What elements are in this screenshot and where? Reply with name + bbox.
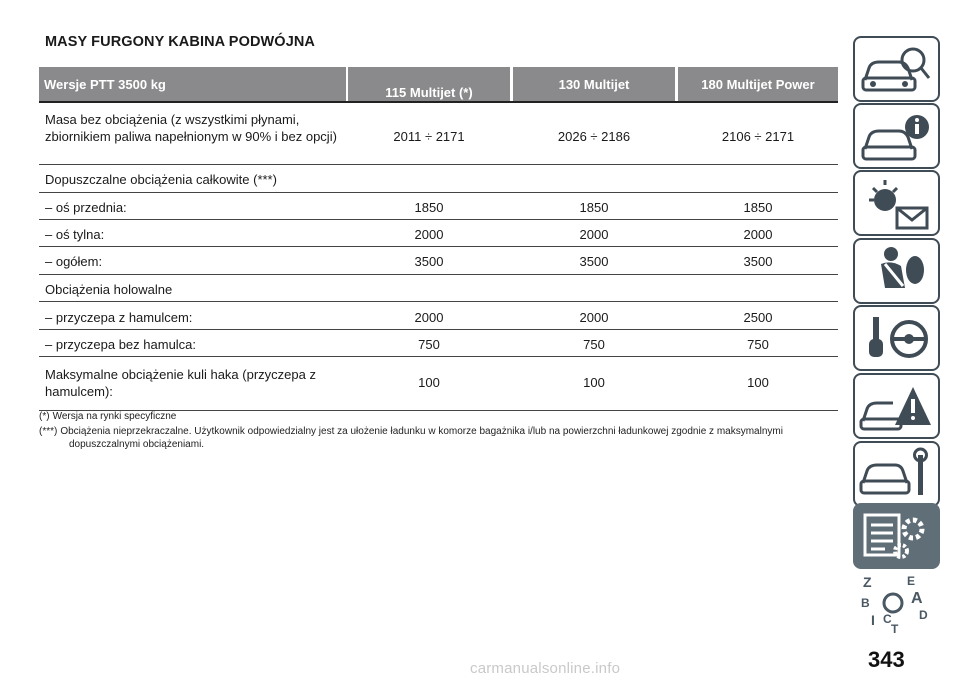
svg-text:B: B — [861, 596, 870, 610]
row-label: Obciążenia holowalne — [45, 282, 173, 297]
table-row — [39, 357, 838, 411]
tab-car-wrench[interactable] — [853, 441, 940, 507]
svg-text:E: E — [907, 574, 916, 588]
cell-value: 100 — [583, 375, 605, 390]
cell-value: 2011 ÷ 2171 — [393, 129, 465, 144]
table-row — [39, 275, 838, 302]
svg-text:D: D — [919, 608, 928, 622]
cell-value: 2106 ÷ 2171 — [721, 129, 795, 144]
tab-technical-data[interactable] — [853, 503, 940, 569]
seatbelt-airbag-icon — [855, 240, 938, 302]
table-row — [39, 302, 838, 330]
header-115-multijet: 115 Multijet (*) — [348, 67, 510, 101]
footnote-continuation: dopuszczalnymi obciążeniami. — [69, 439, 205, 450]
page-title: MASY FURGONY KABINA PODWÓJNA — [45, 34, 315, 50]
svg-text:Z: Z — [863, 574, 872, 590]
footnote-text: Wersja na rynki specyficzne — [52, 411, 177, 422]
row-label: Dopuszczalne obciążenia całkowite (***) — [45, 172, 277, 187]
cell-value: 2000 — [414, 310, 444, 325]
car-info-icon — [855, 105, 938, 167]
cell-value: 750 — [583, 337, 605, 352]
svg-text:I: I — [871, 612, 875, 628]
tab-car-magnifier[interactable] — [853, 36, 940, 102]
page-number: 343 — [868, 647, 905, 672]
cell-value: 1850 — [579, 200, 609, 215]
cell-value: 3500 — [743, 254, 773, 269]
footnote-marker: (*) — [39, 411, 50, 422]
cell-value: 100 — [747, 375, 769, 390]
cell-value: 2026 ÷ 2186 — [557, 129, 631, 144]
row-label: – ogółem: — [45, 254, 103, 269]
masses-table — [39, 67, 838, 411]
header-130-multijet: 130 Multijet — [513, 67, 675, 101]
row-label: – oś tylna: — [45, 227, 105, 242]
cell-value: 750 — [418, 337, 440, 352]
row-label: Masa bez obciążenia (z wszystkimi płynami, zbiornikiem paliwa napełnionym w 90% i bez opcji) — [45, 112, 337, 144]
table-row — [39, 193, 838, 220]
table-header — [39, 67, 838, 101]
table-row — [39, 330, 838, 357]
cell-value: 750 — [747, 337, 769, 352]
footnote-text: Obciążenia nieprzekraczalne. Użytkownik odpowiedzialny jest za ułożenie ładunku w komorze bagażnika i/lub na powierzchni ładunkowej zgodnie z maksymalnymi — [60, 426, 783, 437]
cell-value: 1850 — [414, 200, 444, 215]
alphabet-index-icon — [855, 573, 938, 635]
svg-text:C: C — [883, 612, 892, 626]
footnotes — [39, 410, 829, 451]
cell-value: 3500 — [414, 254, 444, 269]
warning-lights-envelope-icon — [855, 172, 938, 234]
tab-seatbelt-airbag[interactable] — [853, 238, 940, 304]
tab-warning-lights[interactable] — [853, 170, 940, 236]
car-magnifier-icon — [855, 38, 938, 100]
tab-alphabetical-index[interactable] — [853, 571, 940, 637]
svg-text:T: T — [891, 622, 899, 635]
cell-value: 2500 — [743, 310, 773, 325]
table-row — [39, 165, 838, 193]
row-label: – przyczepa bez hamulca: — [45, 337, 197, 352]
cell-value: 2000 — [579, 227, 609, 242]
car-wrench-icon — [855, 443, 938, 505]
key-steering-wheel-icon — [855, 307, 938, 369]
table-row — [39, 247, 838, 275]
tab-car-warning[interactable] — [853, 373, 940, 439]
tab-car-info[interactable] — [853, 103, 940, 169]
car-warning-triangle-icon — [855, 375, 938, 437]
cell-value: 1850 — [743, 200, 773, 215]
cell-value: 2000 — [743, 227, 773, 242]
cell-value: 2000 — [579, 310, 609, 325]
cell-value: 2000 — [414, 227, 444, 242]
svg-text:A: A — [911, 590, 923, 607]
table-row — [39, 220, 838, 247]
footnote-marker: (***) — [39, 426, 58, 437]
row-label: – przyczepa z hamulcem: — [45, 310, 193, 325]
row-label: Maksymalne obciążenie kuli haka (przyczepa z hamulcem): — [45, 367, 316, 399]
tab-key-steering[interactable] — [853, 305, 940, 371]
list-gears-icon — [855, 505, 938, 567]
cell-value: 100 — [418, 375, 440, 390]
header-versions: Wersje PTT 3500 kg — [39, 67, 346, 101]
row-label: – oś przednia: — [45, 200, 127, 215]
watermark: carmanualsonline.info — [470, 660, 621, 677]
table-row — [39, 103, 838, 165]
cell-value: 3500 — [579, 254, 609, 269]
header-180-multijet-power: 180 Multijet Power — [678, 67, 838, 101]
footnote — [39, 410, 829, 423]
footnote — [39, 425, 829, 438]
